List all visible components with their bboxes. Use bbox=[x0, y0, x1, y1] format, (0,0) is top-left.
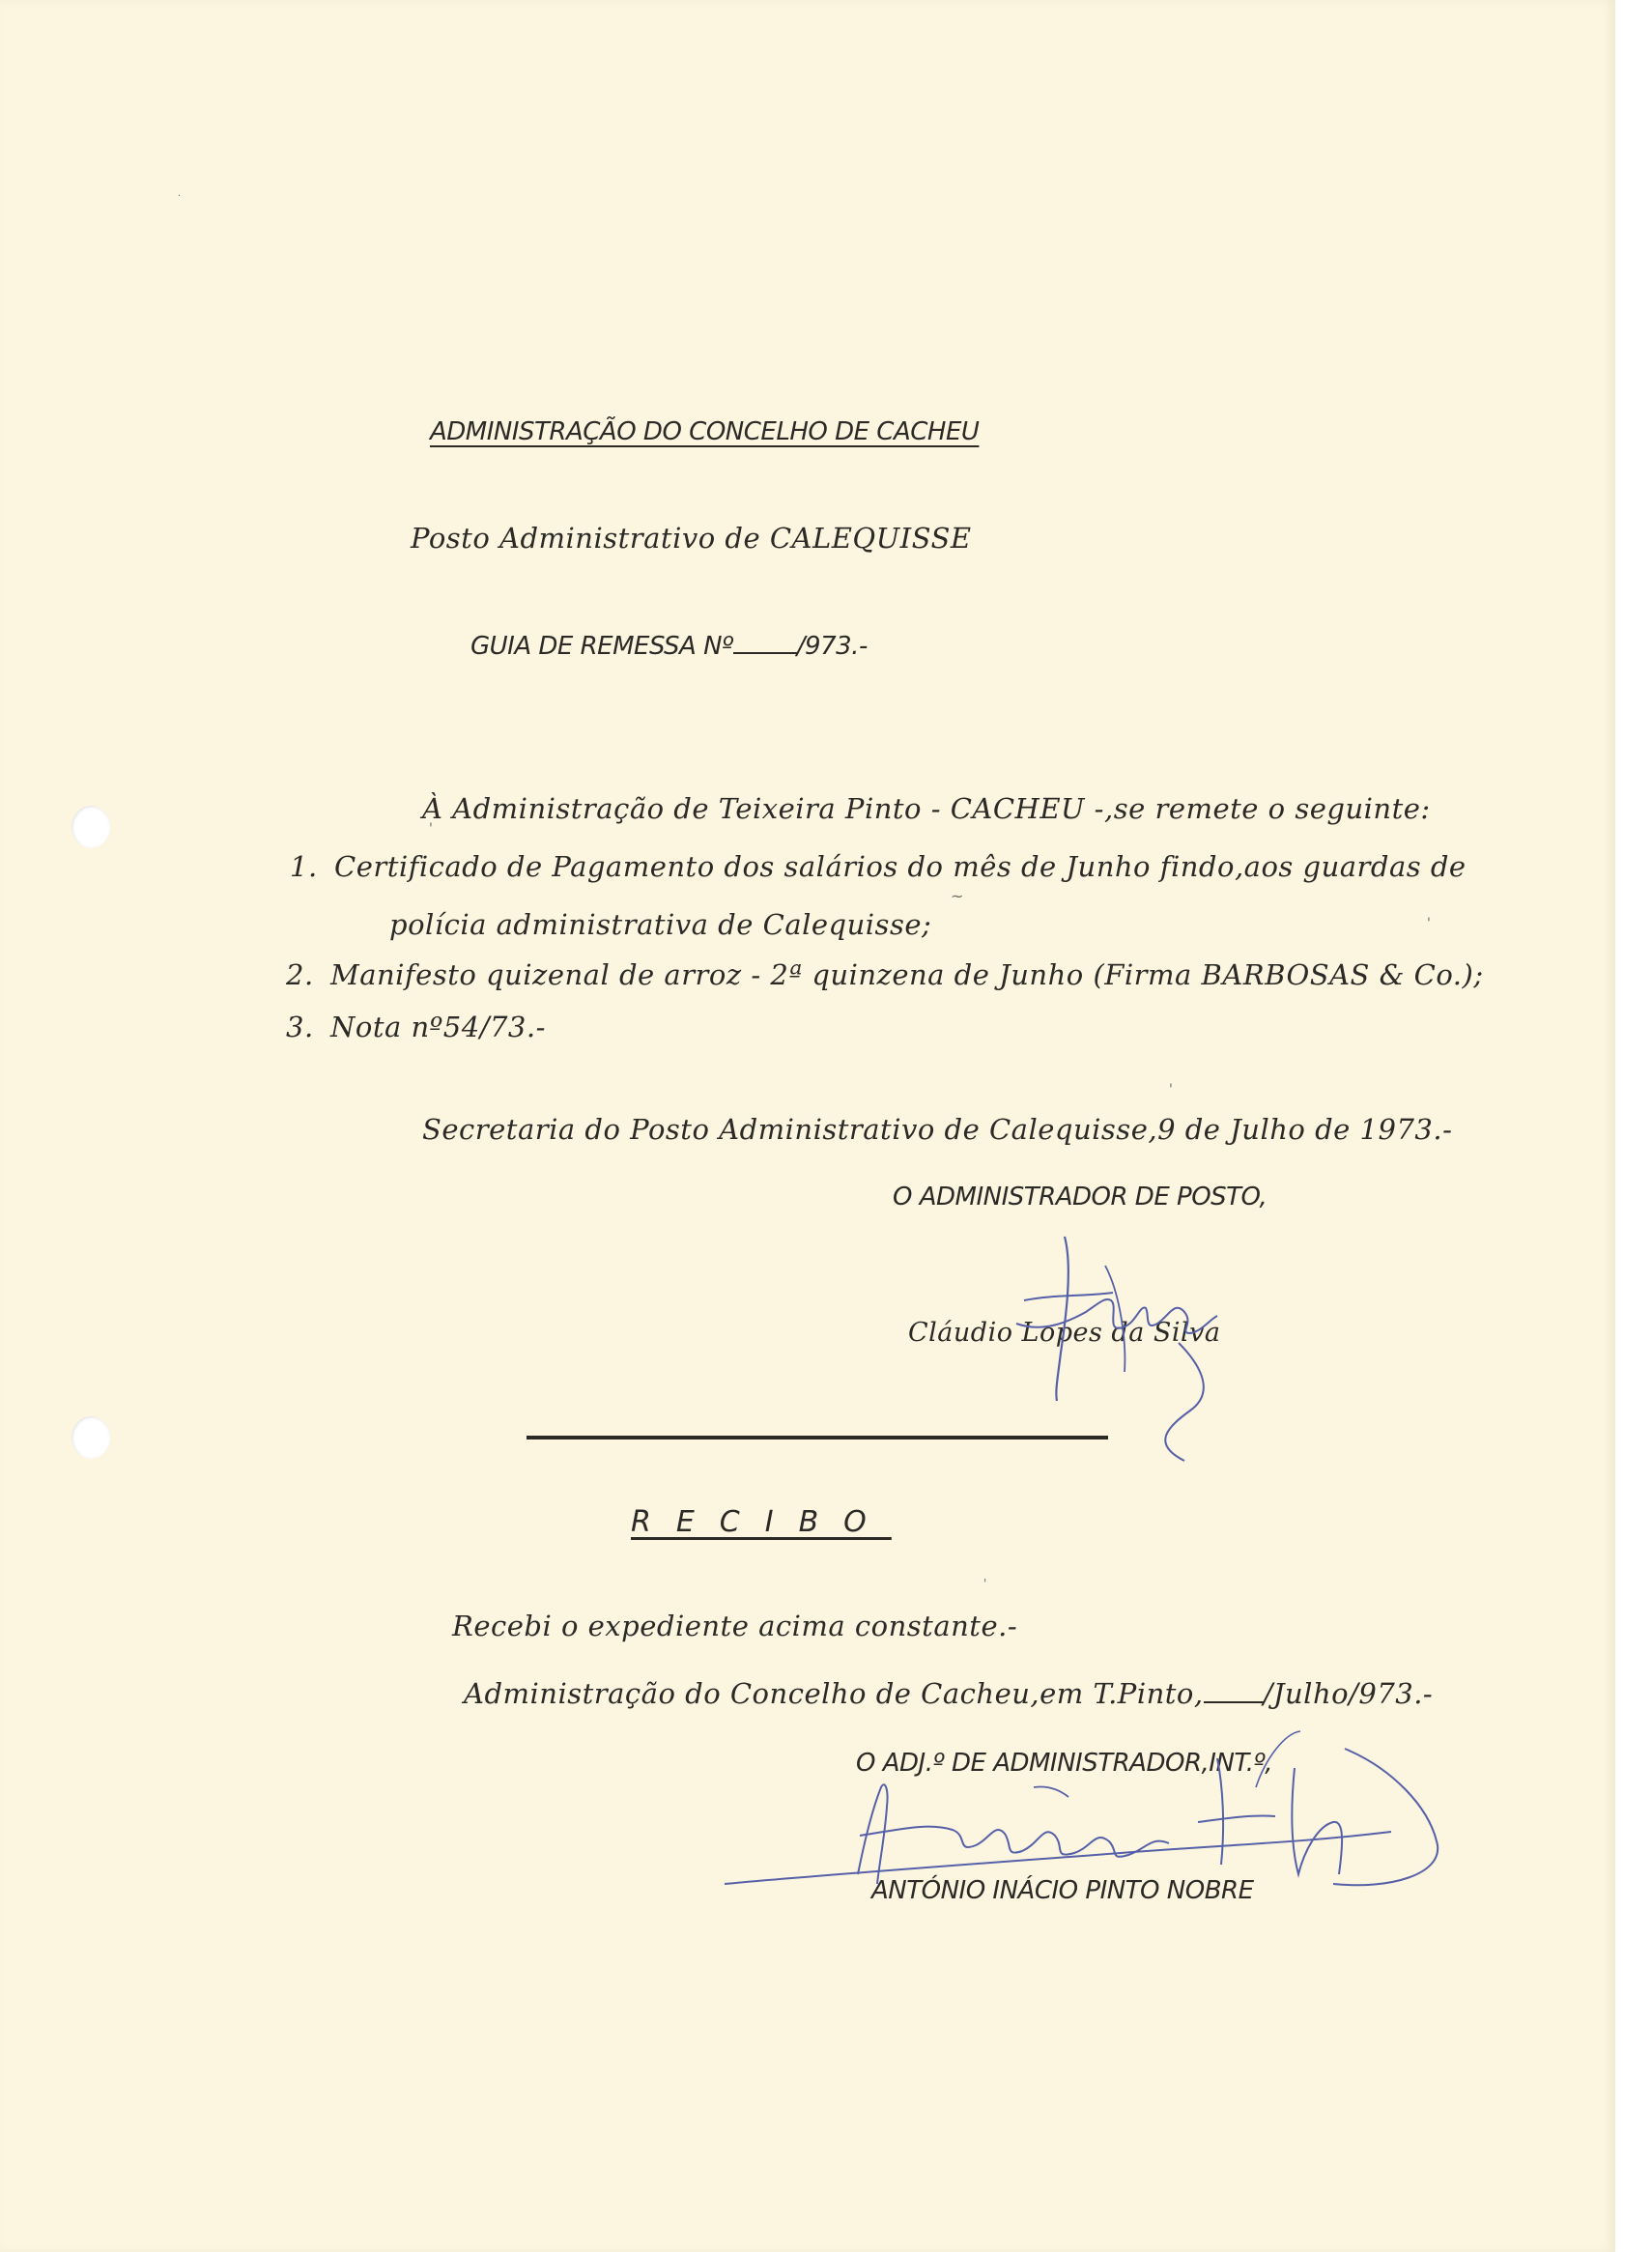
ink-speck: ' bbox=[983, 1577, 987, 1590]
ink-speck: ' bbox=[429, 821, 433, 837]
ink-speck: ' bbox=[1427, 916, 1431, 931]
signature-claudio bbox=[1005, 1208, 1237, 1468]
recibo-place-prefix: Administração do Concelho de Cacheu,em T.Pinto, bbox=[464, 1677, 1204, 1710]
item-1-text: Certificado de Pagamento dos salários do mês de Junho findo,aos guardas de bbox=[334, 850, 1467, 883]
guia-line bbox=[470, 632, 868, 661]
signatory-role: O ADMINISTRADOR DE POSTO, bbox=[893, 1183, 1267, 1212]
item-2-text: Manifesto quizenal de arroz - 2ª quinzena de Junho (Firma BARBOSAS & Co.); bbox=[330, 958, 1484, 991]
item-3-number: 3. bbox=[286, 1011, 314, 1043]
item-1-continuation: polícia administrativa de Calequisse; bbox=[389, 908, 932, 941]
recibo-role: O ADJ.º DE ADMINISTRADOR,INT.º, bbox=[856, 1749, 1272, 1778]
recibo-place-line bbox=[464, 1677, 1433, 1710]
ink-speck: ~ bbox=[951, 887, 964, 905]
recibo-title: RECIBO bbox=[631, 1505, 892, 1539]
divider-line bbox=[527, 1436, 1108, 1440]
ink-speck: ' bbox=[1169, 1082, 1173, 1097]
recibo-name: ANTÓNIO INÁCIO PINTO NOBRE bbox=[871, 1876, 1254, 1905]
recibo-day-blank bbox=[1204, 1701, 1264, 1703]
received-line: Recebi o expediente acima constante.- bbox=[452, 1610, 1018, 1642]
administration-title: ADMINISTRAÇÃO DO CONCELHO DE CACHEU bbox=[430, 417, 980, 446]
posto-line: Posto Administrativo de CALEQUISSE bbox=[411, 522, 972, 555]
punch-hole-top bbox=[71, 806, 110, 848]
guia-prefix: GUIA DE REMESSA Nº bbox=[470, 632, 733, 661]
place-date-line: Secretaria do Posto Administrativo de Calequisse,9 de Julho de 1973.- bbox=[422, 1113, 1453, 1146]
signatory-name: Cláudio Lopes da Silva bbox=[908, 1318, 1221, 1348]
guia-number-blank bbox=[733, 652, 797, 654]
item-1-number: 1. bbox=[290, 850, 318, 883]
ink-speck: · bbox=[178, 191, 182, 202]
item-3-text: Nota nº54/73.- bbox=[330, 1011, 546, 1043]
guia-suffix: /973.- bbox=[796, 632, 868, 661]
page-edge bbox=[1615, 0, 1652, 2252]
punch-hole-bottom bbox=[71, 1416, 110, 1459]
intro-line: À Administração de Teixeira Pinto - CACHEU -,se remete o seguinte: bbox=[422, 792, 1431, 825]
item-2-number: 2. bbox=[286, 958, 314, 991]
signature-antonio bbox=[715, 1729, 1468, 1923]
recibo-place-suffix: /Julho/973.- bbox=[1263, 1677, 1434, 1710]
